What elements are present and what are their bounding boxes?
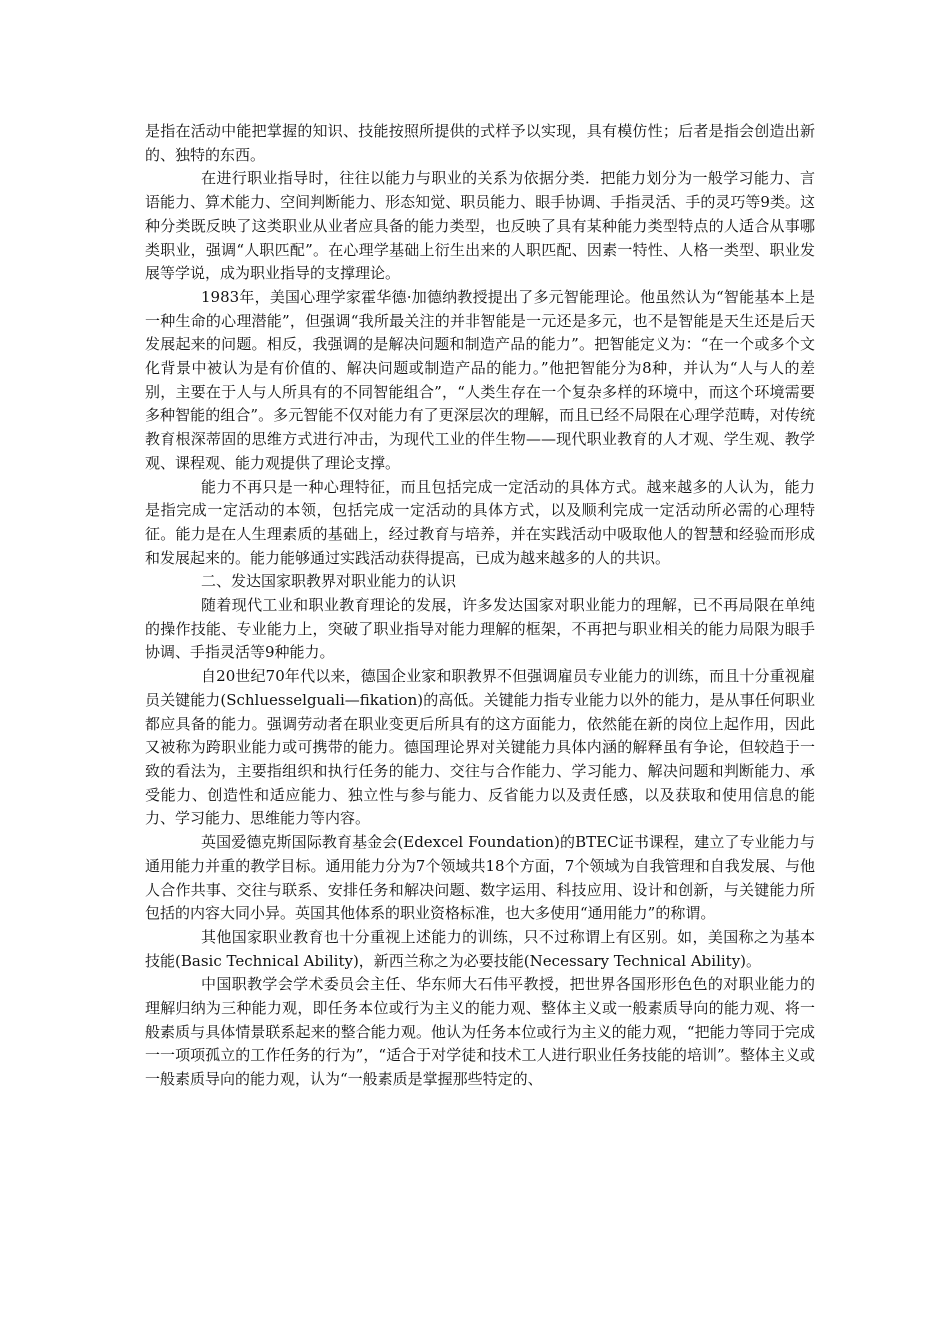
- paragraph-2: 在进行职业指导时，往往以能力与职业的关系为依据分类．把能力划分为一般学习能力、言语能力、算术能力、空间判断能力、形态知觉、职员能力、眼手协调、手指灵活、手的灵巧等9类。这种分类既反映了这类职业从业者应具备的能力类型，也反映了具有某种能力类型特点的人适合从事哪类职业，强调“人职匹配”。在心理学基础上衍生出来的人职匹配、因素一特性、人格一类型、职业发展等学说，成为职业指导的支撑理论。: [145, 169, 815, 283]
- paragraph-4: 能力不再只是一种心理特征，而且包括完成一定活动的具体方式。越来越多的人认为，能力是指完成一定活动的本领，包括完成一定活动的具体方式，以及顺利完成一定活动所必需的心理特征。能力是在人生理素质的基础上，经过教育与培养，并在实践活动中吸取他人的智慧和经验而形成和发展起来的。能力能够通过实践活动获得提高，已成为越来越多的人的共识。: [145, 477, 815, 567]
- paragraph-6: 随着现代工业和职业教育理论的发展，许多发达国家对职业能力的理解，已不再局限在单纯的操作技能、专业能力上，突破了职业指导对能力理解的框架，不再把与职业相关的能力局限为眼手协调、手指灵活等9种能力。: [145, 596, 815, 662]
- document-page: [145, 120, 815, 1092]
- section-heading: 二、发达国家职教界对职业能力的认识: [201, 572, 457, 591]
- paragraph-8: 英国爱德克斯国际教育基金会(Edexcel Foundation)的BTEC证书课程，建立了专业能力与通用能力并重的教学目标。通用能力分为7个领域共18个方面，7个领域为自我管理和自我发展、与他人合作共事、交往与联系、安排任务和解决问题、数字运用、科技应用、设计和创新，与关键能力所包括的内容大同小异。英国其他体系的职业资格标准，也大多使用“通用能力”的称谓。: [145, 833, 815, 923]
- paragraph-1: 是指在活动中能把掌握的知识、技能按照所提供的式样予以实现，具有模仿性；后者是指会创造出新的、独特的东西。: [145, 122, 815, 164]
- paragraph-10: 中国职教学会学术委员会主任、华东师大石伟平教授，把世界各国形形色色的对职业能力的理解归纳为三种能力观，即任务本位或行为主义的能力观、整体主义或一般素质导向的能力观、将一般素质与具体情景联系起来的整合能力观。他认为任务本位或行为主义的能力观，“把能力等同于完成一一项项孤立的工作任务的行为”，“适合于对学徒和技术工人进行职业任务技能的培训”。整体主义或一般素质导向的能力观，认为“一般素质是掌握那些特定的、: [145, 975, 815, 1089]
- paragraph-3: 1983年，美国心理学家霍华德·加德纳教授提出了多元智能理论。他虽然认为“智能基本上是一种生命的心理潜能”，但强调“我所最关注的并非智能是一元还是多元，也不是智能是天生还是后天发展起来的问题。相反，我强调的是解决问题和制造产品的能力”。把智能定义为：“在一个或多个文化背景中被认为是有价值的、解决问题或制造产品的能力。”他把智能分为8种，并认为“人与人的差别，主要在于人与人所具有的不同智能组合”，“人类生存在一个复杂多样的环境中，而这个环境需要多种智能的组合”。多元智能不仅对能力有了更深层次的理解，而且已经不局限在心理学范畴，对传统教育根深蒂固的思维方式进行冲击，为现代工业的伴生物——现代职业教育的人才观、学生观、教学观、课程观、能力观提供了理论支撑。: [145, 287, 815, 472]
- paragraph-9: 其他国家职业教育也十分重视上述能力的训练，只不过称谓上有区别。如，美国称之为基本技能(Basic Technical Ability)，新西兰称之为必要技能(Necessary Technical Ability)。: [145, 927, 815, 970]
- paragraph-7: 自20世纪70年代以来，德国企业家和职教界不但强调雇员专业能力的训练，而且十分重视雇员关键能力(Schluesselguali—fikation)的高低。关键能力指专业能力以外的能力，是从事任何职业都应具备的能力。强调劳动者在职业变更后所具有的这方面能力，依然能在新的岗位上起作用，因此又被称为跨职业能力或可携带的能力。德国理论界对关键能力具体内涵的解释虽有争论，但较趋于一致的看法为，主要指组织和执行任务的能力、交往与合作能力、学习能力、解决问题和判断能力、承受能力、创造性和适应能力、独立性与参与能力、反省能力以及责任感，以及获取和使用信息的能力、学习能力、思维能力等内容。: [145, 667, 815, 828]
